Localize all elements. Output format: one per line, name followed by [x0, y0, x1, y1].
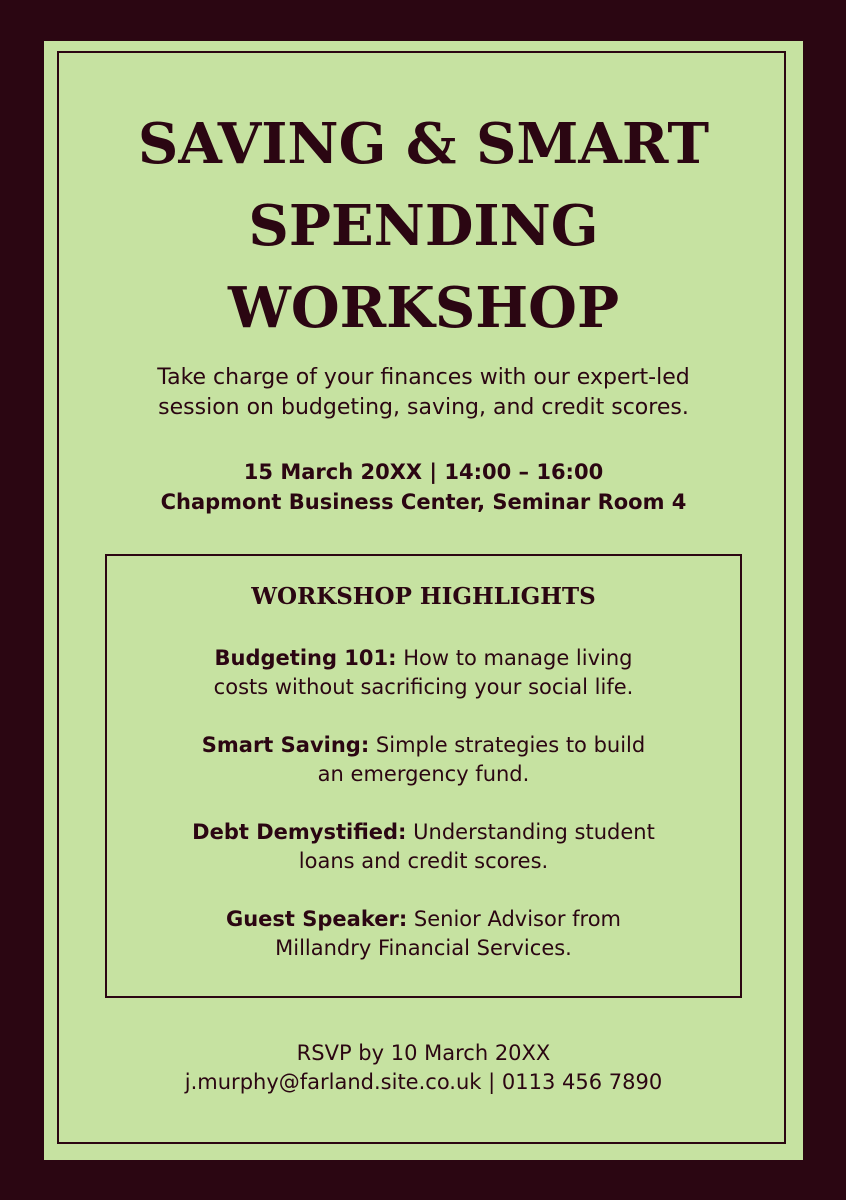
- title-line-2: SPENDING: [248, 193, 599, 259]
- intro-text: [44, 363, 803, 423]
- highlight-label: Smart Saving:: [201, 733, 370, 757]
- event-details: [44, 457, 803, 517]
- highlight-label: Guest Speaker:: [225, 907, 408, 931]
- highlight-text: Understanding student: [413, 820, 655, 844]
- highlight-text: How to manage living: [403, 646, 633, 670]
- rsvp-contact: j.murphy@farland.site.co.uk | 0113 456 7890: [184, 1070, 663, 1094]
- title-line-3: WORKSHOP: [227, 275, 620, 341]
- intro-line-1: Take charge of your finances with our expert-led: [157, 365, 690, 390]
- highlight-line: Millandry Financial Services.: [275, 936, 572, 960]
- highlight-line: an emergency fund.: [317, 762, 530, 786]
- highlight-line: [107, 731, 740, 760]
- highlight-item: [107, 818, 740, 876]
- highlight-line: [107, 905, 740, 934]
- event-location: Chapmont Business Center, Seminar Room 4: [160, 490, 687, 514]
- highlight-line: [107, 818, 740, 847]
- highlight-label: Debt Demystified:: [192, 820, 407, 844]
- highlight-text: Simple strategies to build: [375, 733, 646, 757]
- intro-line-2: session on budgeting, saving, and credit scores.: [158, 395, 689, 420]
- highlight-line: [107, 644, 740, 673]
- flyer-sheet: [44, 41, 803, 1160]
- rsvp-deadline: RSVP by 10 March 20XX: [296, 1041, 551, 1065]
- highlight-item: [107, 731, 740, 789]
- flyer-title: [44, 103, 803, 349]
- highlights-heading: WORKSHOP HIGHLIGHTS: [251, 583, 596, 610]
- highlight-line: loans and credit scores.: [298, 849, 549, 873]
- title-line-1: SAVING & SMART: [137, 111, 710, 177]
- highlight-text: Senior Advisor from: [413, 907, 622, 931]
- highlight-line: costs without sacrificing your social life.: [213, 675, 634, 699]
- highlight-label: Budgeting 101:: [214, 646, 397, 670]
- highlight-item: [107, 644, 740, 702]
- rsvp-section: [44, 1039, 803, 1097]
- event-date-time: 15 March 20XX | 14:00 – 16:00: [243, 460, 604, 484]
- highlights-box: [105, 554, 742, 998]
- highlight-item: [107, 905, 740, 963]
